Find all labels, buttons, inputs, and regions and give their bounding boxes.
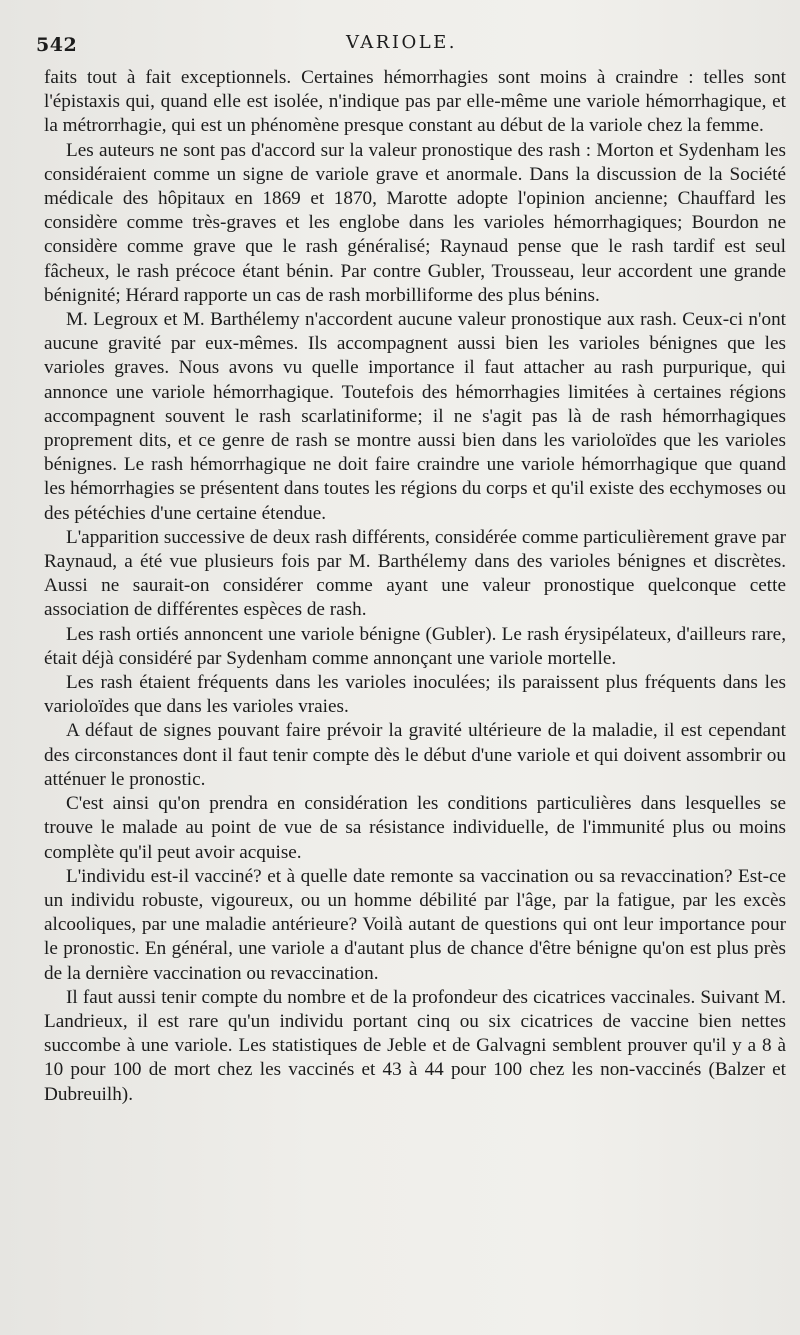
body-text [44,66,786,1107]
paragraph: C'est ainsi qu'on prendra en considération les conditions particulières dans lesquelles se trouve le malade au point de vue de sa résistance individuelle, de l'immunité plus ou moins complète qu'il peut avoir acquise. [44,793,786,863]
running-title: VARIOLE. [346,32,458,53]
paragraph: Les auteurs ne sont pas d'accord sur la valeur pronostique des rash : Morton et Sydenham les considéraient comme un signe de variole grave et anormale. Dans la discussion de la Société médicale des hôpitaux en 1869 et 1870, Marotte adopte l'opinion ancienne; Chauffard les considère comme très-graves et les englobe dans les varioles hémorrhagiques; Bourdon ne considère comme grave que le rash généralisé; Raynaud pense que le rash tardif est seul fâcheux, le rash précoce étant bénin. Par contre Gubler, Trousseau, leur accordent une grande bénignité; Hérard rapporte un cas de rash morbilliforme des plus bénins. [44,139,786,306]
paragraph: M. Legroux et M. Barthélemy n'accordent aucune valeur pronostique aux rash. Ceux-ci n'ont aucune gravité par eux-mêmes. Ils accompagnent aussi bien les varioles bénignes que les varioles graves. Nous avons vu quelle importance il faut attacher au rash purpurique, qui annonce une variole hémorrhagique. Toutefois des hémorrhagies limitées à certaines régions accompagnent souvent le rash scarlatiniforme; il ne s'agit pas là de rash hémorrhagiques proprement dits, et ce genre de rash se montre aussi bien dans les varioloïdes que les varioles bénignes. Le rash hémorrhagique ne doit faire craindre une variole hémorrhagique que quand les hémorrhagies se présentent dans toutes les régions du corps et qu'il existe des ecchymoses ou des pétéchies d'une certaine étendue. [44,309,786,524]
paragraph: Il faut aussi tenir compte du nombre et de la profondeur des cicatrices vaccinales. Suivant M. Landrieux, il est rare qu'un individu portant cinq ou six cicatrices de vaccine bien nettes succombe à une variole. Les statistiques de Jeble et de Galvagni semblent prouver qu'il y a 8 à 10 pour 100 de mort chez les vaccinés et 43 à 44 pour 100 chez les non-vaccinés (Balzer et Dubreuilh). [44,986,786,1105]
page-header [36,30,786,62]
paragraph: L'apparition successive de deux rash différents, considérée comme particulièrement grave par Raynaud, a été vue plusieurs fois par M. Barthélemy dans des varioles bénignes et discrètes. Aussi ne saurait-on considérer comme ayant une valeur pronostique quelconque cette association de différentes espèces de rash. [44,526,786,621]
paragraph: faits tout à fait exceptionnels. Certaines hémorrhagies sont moins à craindre : telles sont l'épistaxis qui, quand elle est isolée, n'indique pas par elle-même une variole hémorrhagique, et la métrorrhagie, qui est un phénomène presque constant au début de la variole chez la femme. [44,67,786,137]
paragraph: Les rash étaient fréquents dans les varioles inoculées; ils paraissent plus fréquents dans les varioloïdes que dans les varioles vraies. [44,672,786,718]
page-number: 542 [36,34,78,56]
paragraph: Les rash ortiés annoncent une variole bénigne (Gubler). Le rash érysipélateux, d'ailleurs rare, était déjà considéré par Sydenham comme annonçant une variole mortelle. [44,623,786,669]
paragraph: L'individu est-il vacciné? et à quelle date remonte sa vaccination ou sa revaccination? Est-ce un individu robuste, vigoureux, ou un homme débilité par l'âge, par la fatigue, par les excès alcooliques, par une maladie antérieure? Voilà autant de questions qui ont leur importance pour le pronostic. En général, une variole a d'autant plus de chance d'être bénigne qu'on est plus près de la dernière vaccination ou revaccination. [44,865,786,984]
paragraph: A défaut de signes pouvant faire prévoir la gravité ultérieure de la maladie, il est cependant des circonstances dont il faut tenir compte dès le début d'une variole et qui doivent assombrir ou atténuer le pronostic. [44,720,786,790]
